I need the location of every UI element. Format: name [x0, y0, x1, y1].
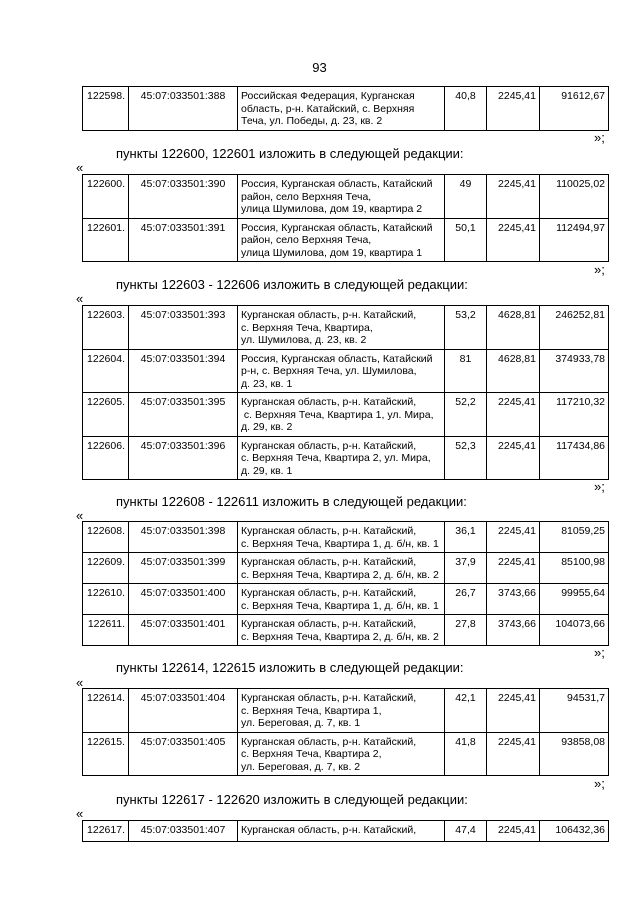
cadastral-number: 45:07:033501:396: [129, 436, 238, 480]
table-row: [83, 689, 609, 733]
unit-price: 4628,81: [487, 306, 540, 350]
area-value: 42,1: [445, 689, 487, 733]
address: [238, 615, 445, 646]
address-line: район, село Верхняя Теча,: [241, 234, 372, 246]
area-value: 41,8: [445, 732, 487, 776]
address-line: Россия, Курганская область, Катайский: [241, 178, 433, 190]
unit-price: 2245,41: [487, 689, 540, 733]
address-line: д. 29, кв. 1: [241, 464, 293, 477]
cadastral-number: 45:07:033501:401: [129, 615, 238, 646]
item-number: 122605.: [83, 393, 129, 437]
address-line: с. Верхняя Теча, Квартира 2, д. б/н, кв. 2: [241, 568, 439, 581]
close-quote: »;: [594, 262, 605, 277]
table-row: [83, 553, 609, 584]
area-value: 47,4: [445, 821, 487, 842]
table-row: [83, 349, 609, 393]
unit-price: 2245,41: [487, 436, 540, 480]
address-line: область, р-н. Катайский, с. Верхняя: [241, 102, 415, 115]
address-line: д. 29, кв. 2: [241, 421, 293, 433]
address-line: Курганская область, р-н. Катайский,: [241, 587, 417, 599]
registry-table: [82, 305, 609, 480]
area-value: 49: [445, 175, 487, 219]
address-line: Курганская область, р-н. Катайский,: [241, 309, 417, 321]
cadastral-number: 45:07:033501:404: [129, 689, 238, 733]
cadastral-value: 110025,02: [540, 175, 609, 219]
address-line: с. Верхняя Теча, Квартира 1, ул. Мира,: [241, 408, 434, 421]
table-row: [83, 522, 609, 553]
item-number: 122610.: [83, 584, 129, 615]
address-line: улица Шумилова, дом 19, квартира 2: [241, 203, 423, 215]
address-line: с. Верхняя Теча, Квартира 1, д. б/н, кв. 1: [241, 537, 439, 550]
address: [238, 218, 445, 262]
address-line: Курганская область, р-н. Катайский,: [241, 556, 417, 568]
table-row: [83, 732, 609, 776]
area-value: 37,9: [445, 553, 487, 584]
registry-table: [82, 688, 609, 776]
area-value: 36,1: [445, 522, 487, 553]
registry-table: [82, 820, 609, 842]
cadastral-value: 374933,78: [540, 349, 609, 393]
area-value: 52,2: [445, 393, 487, 437]
area-value: 27,8: [445, 615, 487, 646]
amendment-instruction: пункты 122600, 122601 изложить в следующей редакции:: [116, 146, 464, 161]
address-line: Курганская область, р-н. Катайский,: [241, 824, 417, 836]
area-value: 52,3: [445, 436, 487, 480]
area-value: 26,7: [445, 584, 487, 615]
cadastral-number: 45:07:033501:394: [129, 349, 238, 393]
cadastral-number: 45:07:033501:400: [129, 584, 238, 615]
address-line: Россия, Курганская область, Катайский: [241, 352, 433, 365]
cadastral-value: 93858,08: [540, 732, 609, 776]
address: [238, 87, 445, 131]
table-row: [83, 821, 609, 842]
open-quote: «: [76, 508, 84, 523]
address: [238, 584, 445, 615]
cadastral-number: 45:07:033501:405: [129, 732, 238, 776]
unit-price: 2245,41: [487, 393, 540, 437]
address-line: Российская Федерация, Курганская: [241, 90, 415, 102]
cadastral-value: 246252,81: [540, 306, 609, 350]
unit-price: 2245,41: [487, 218, 540, 262]
cadastral-value: 106432,36: [540, 821, 609, 842]
address: [238, 821, 445, 842]
cadastral-number: 45:07:033501:407: [129, 821, 238, 842]
table-row: [83, 87, 609, 131]
open-quote: «: [76, 675, 84, 690]
unit-price: 2245,41: [487, 522, 540, 553]
cadastral-number: 45:07:033501:395: [129, 393, 238, 437]
cadastral-number: 45:07:033501:390: [129, 175, 238, 219]
item-number: 122608.: [83, 522, 129, 553]
registry-table: [82, 521, 609, 646]
close-quote: »;: [594, 645, 605, 660]
address-line: д. 23, кв. 1: [241, 377, 293, 390]
address-line: Курганская область, р-н. Катайский,: [241, 735, 417, 748]
address: [238, 732, 445, 776]
address-line: Курганская область, р-н. Катайский,: [241, 396, 417, 408]
cadastral-value: 112494,97: [540, 218, 609, 262]
cadastral-value: 94531,7: [540, 689, 609, 733]
area-value: 53,2: [445, 306, 487, 350]
registry-table: [82, 174, 609, 262]
item-number: 122617.: [83, 821, 129, 842]
address: [238, 553, 445, 584]
area-value: 50,1: [445, 218, 487, 262]
address: [238, 522, 445, 553]
unit-price: 3743,66: [487, 584, 540, 615]
table-row: [83, 615, 609, 646]
unit-price: 2245,41: [487, 821, 540, 842]
cadastral-value: 91612,67: [540, 87, 609, 131]
cadastral-value: 117210,32: [540, 393, 609, 437]
unit-price: 2245,41: [487, 732, 540, 776]
area-value: 40,8: [445, 87, 487, 131]
open-quote: «: [76, 806, 84, 821]
amendment-instruction: пункты 122617 - 122620 изложить в следующей редакции:: [116, 792, 468, 807]
item-number: 122598.: [83, 87, 129, 131]
address-line: р-н, с. Верхняя Теча, ул. Шумилова,: [241, 365, 417, 377]
table-row: [83, 175, 609, 219]
address-line: улица Шумилова, дом 19, квартира 1: [241, 246, 423, 259]
cadastral-number: 45:07:033501:391: [129, 218, 238, 262]
table-row: [83, 218, 609, 262]
unit-price: 3743,66: [487, 615, 540, 646]
item-number: 122609.: [83, 553, 129, 584]
close-quote: »;: [594, 130, 605, 145]
address-line: с. Верхняя Теча, Квартира 2, ул. Мира,: [241, 452, 431, 464]
cadastral-value: 99955,64: [540, 584, 609, 615]
address: [238, 689, 445, 733]
amendment-instruction: пункты 122614, 122615 изложить в следующей редакции:: [116, 660, 464, 675]
cadastral-number: 45:07:033501:398: [129, 522, 238, 553]
open-quote: «: [76, 291, 84, 306]
table-row: [83, 393, 609, 437]
item-number: 122611.: [83, 615, 129, 646]
close-quote: »;: [594, 479, 605, 494]
open-quote: «: [76, 160, 84, 175]
address: [238, 349, 445, 393]
address-line: Курганская область, р-н. Катайский,: [241, 439, 417, 452]
amendment-instruction: пункты 122608 - 122611 изложить в следующей редакции:: [116, 494, 467, 509]
address-line: ул. Береговая, д. 7, кв. 2: [241, 760, 361, 773]
address-line: ул. Береговая, д. 7, кв. 1: [241, 717, 361, 729]
registry-table: [82, 86, 609, 131]
address-line: с. Верхняя Теча, Квартира 2,: [241, 748, 382, 760]
item-number: 122614.: [83, 689, 129, 733]
address-line: с. Верхняя Теча, Квартира,: [241, 321, 373, 334]
cadastral-value: 104073,66: [540, 615, 609, 646]
address-line: с. Верхняя Теча, Квартира 1, д. б/н, кв. 1: [241, 599, 439, 612]
item-number: 122603.: [83, 306, 129, 350]
address-line: с. Верхняя Теча, Квартира 2, д. б/н, кв. 2: [241, 630, 439, 643]
address-line: Теча, ул. Победы, д. 23, кв. 2: [241, 115, 383, 127]
address-line: Курганская область, р-н. Катайский,: [241, 525, 417, 537]
unit-price: 2245,41: [487, 87, 540, 131]
cadastral-value: 81059,25: [540, 522, 609, 553]
cadastral-number: 45:07:033501:393: [129, 306, 238, 350]
cadastral-value: 117434,86: [540, 436, 609, 480]
item-number: 122600.: [83, 175, 129, 219]
cadastral-number: 45:07:033501:399: [129, 553, 238, 584]
unit-price: 2245,41: [487, 553, 540, 584]
address-line: Курганская область, р-н. Катайский,: [241, 692, 417, 704]
table-row: [83, 584, 609, 615]
unit-price: 2245,41: [487, 175, 540, 219]
unit-price: 4628,81: [487, 349, 540, 393]
address-line: с. Верхняя Теча, Квартира 1,: [241, 704, 382, 717]
table-row: [83, 436, 609, 480]
item-number: 122601.: [83, 218, 129, 262]
item-number: 122606.: [83, 436, 129, 480]
item-number: 122615.: [83, 732, 129, 776]
address: [238, 306, 445, 350]
address-line: Россия, Курганская область, Катайский: [241, 221, 433, 234]
address: [238, 393, 445, 437]
address: [238, 175, 445, 219]
page-number: 93: [312, 60, 327, 75]
table-row: [83, 306, 609, 350]
cadastral-value: 85100,98: [540, 553, 609, 584]
address: [238, 436, 445, 480]
address-line: Курганская область, р-н. Катайский,: [241, 618, 417, 630]
address-line: ул. Шумилова, д. 23, кв. 2: [241, 334, 367, 346]
amendment-instruction: пункты 122603 - 122606 изложить в следующей редакции:: [116, 277, 468, 292]
cadastral-number: 45:07:033501:388: [129, 87, 238, 131]
close-quote: »;: [594, 776, 605, 791]
address-line: район, село Верхняя Теча,: [241, 190, 372, 203]
item-number: 122604.: [83, 349, 129, 393]
area-value: 81: [445, 349, 487, 393]
